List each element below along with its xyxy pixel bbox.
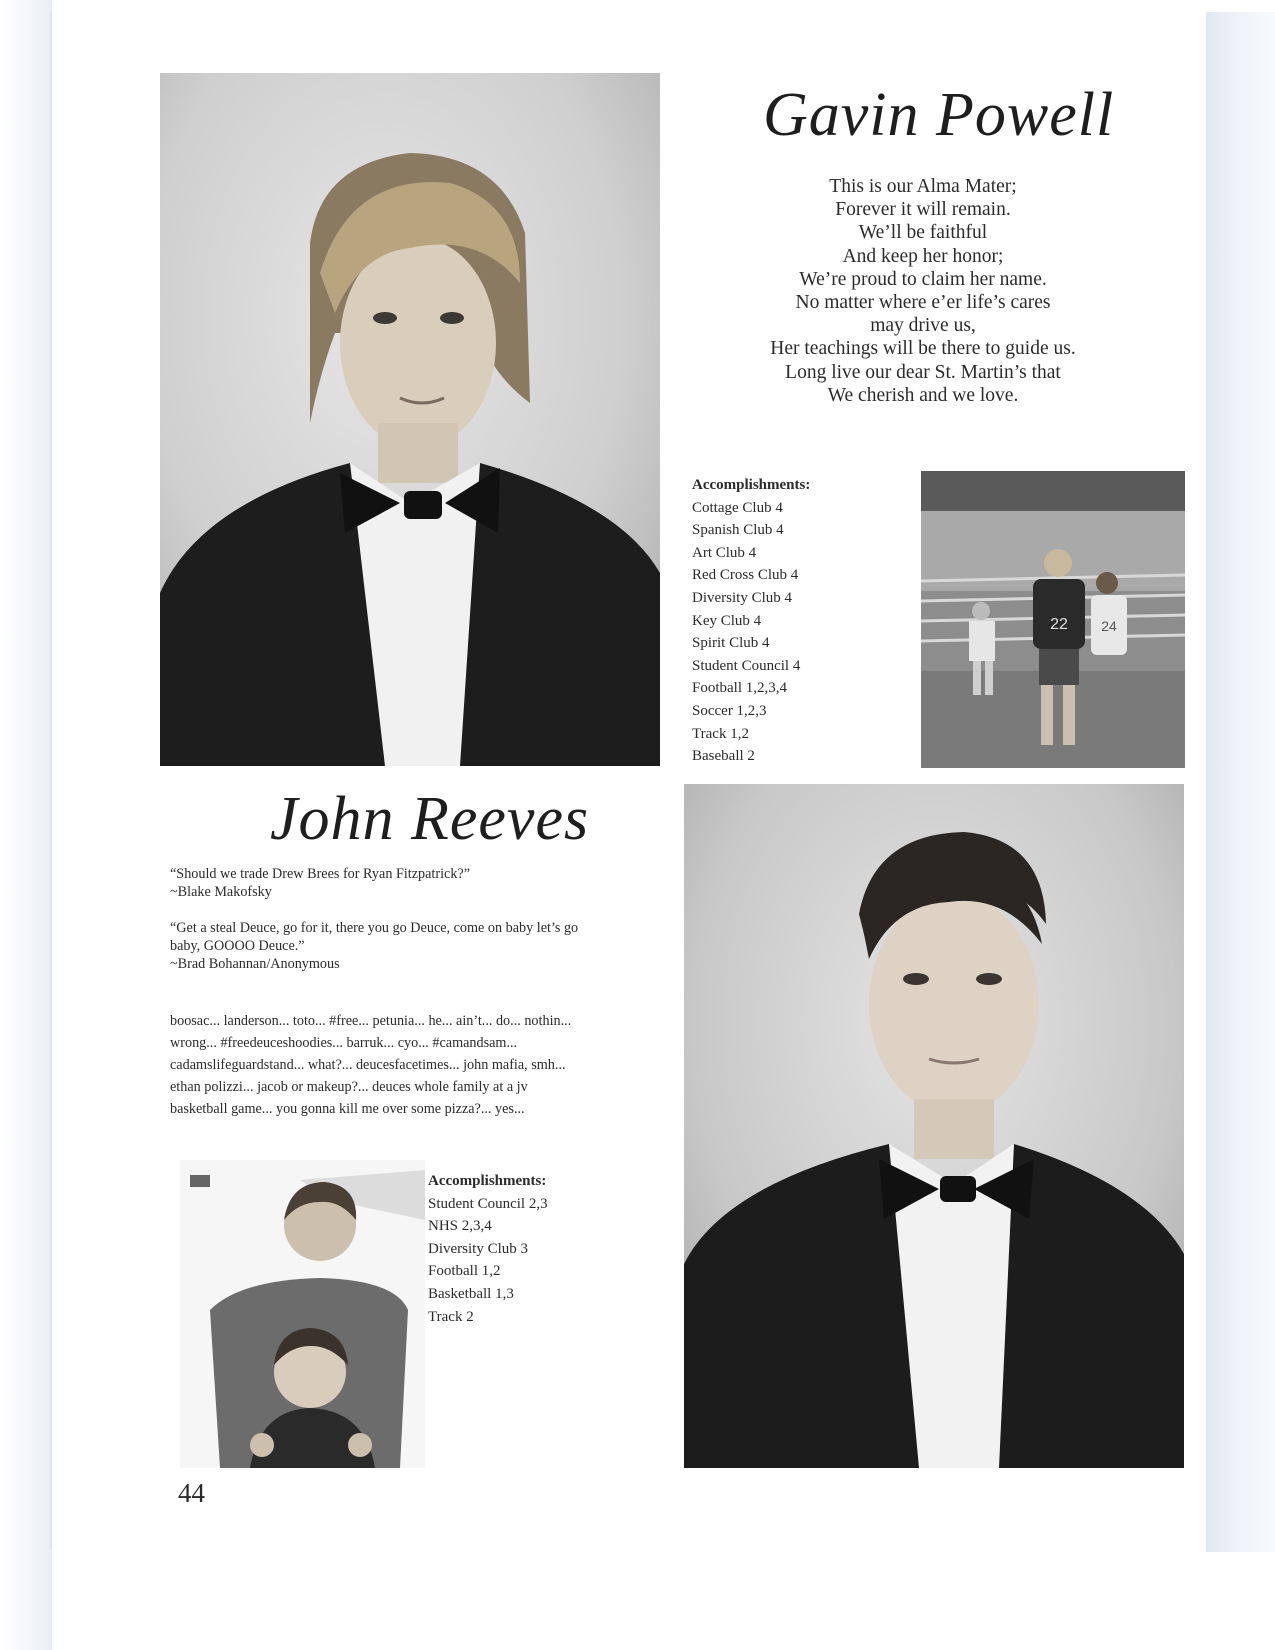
- quote-line: “Get a steal Deuce, go for it, there you go Deuce, come on baby let’s go: [170, 920, 579, 936]
- accomplishment-item: Basketball 1,3: [428, 1285, 514, 1302]
- gavin-alma-mater-poem: [728, 175, 1118, 407]
- accomplishment-item: Spanish Club 4: [692, 522, 784, 539]
- quote-attribution: ~Blake Makofsky: [170, 884, 272, 900]
- scan-edge-line: [50, 12, 52, 1550]
- page-number: 44: [178, 1478, 205, 1508]
- notes-line: wrong... #freedeuceshoodies... barruk... cyo... #camandsam...: [170, 1035, 518, 1051]
- accomplishment-item: Spirit Club 4: [692, 635, 770, 652]
- accomplishment-item: Cottage Club 4: [692, 499, 783, 516]
- john-quote-2: [170, 919, 660, 973]
- poem-line: This is our Alma Mater;: [829, 176, 1017, 197]
- gavin-accomplishments: [692, 474, 810, 768]
- poem-line: Her teachings will be there to guide us.: [770, 338, 1076, 360]
- notes-line: cadamslifeguardstand... what?... deucesfacetimes... john mafia, smh...: [170, 1057, 566, 1073]
- accomplishment-item: Soccer 1,2,3: [692, 702, 767, 719]
- accomplishment-item: Football 1,2: [428, 1263, 501, 1280]
- poem-line: And keep her honor;: [842, 245, 1004, 267]
- notes-line: ethan polizzi... jacob or makeup?... deuces whole family at a jv: [170, 1079, 528, 1095]
- john-accomplishments: [428, 1170, 548, 1328]
- accomplishment-item: Football 1,2,3,4: [692, 680, 788, 697]
- accomplishment-item: Diversity Club 4: [692, 589, 792, 606]
- accomplishment-item: Baseball 2: [692, 748, 755, 765]
- accomplishment-item: Red Cross Club 4: [692, 567, 799, 584]
- gavin-portrait-photo: [160, 73, 660, 766]
- scan-left-margin: [0, 0, 52, 1650]
- accomplishment-item: Student Council 2,3: [428, 1195, 548, 1212]
- jersey-number: 24: [1101, 618, 1117, 634]
- poem-line: No matter where e’er life’s cares: [795, 292, 1051, 314]
- notes-line: basketball game... you gonna kill me over some pizza?... yes...: [170, 1101, 525, 1117]
- john-quote-1: [170, 865, 660, 901]
- football-brothers-photo: [180, 1160, 425, 1468]
- john-notes: [170, 1010, 660, 1120]
- accomplishment-item: Diversity Club 3: [428, 1240, 528, 1257]
- jersey-number: 22: [1050, 616, 1068, 633]
- accomplishment-item: Art Club 4: [692, 544, 757, 561]
- accomplishment-item: Track 2: [428, 1308, 474, 1325]
- accomplishments-heading: Accomplishments:: [428, 1173, 547, 1189]
- scan-right-margin: [1206, 12, 1275, 1552]
- poem-line: Forever it will remain.: [835, 199, 1011, 221]
- quote-line: “Should we trade Drew Brees for Ryan Fitzpatrick?”: [170, 866, 471, 882]
- john-name: John Reeves: [270, 785, 590, 853]
- notes-line: boosac... landerson... toto... #free... petunia... he... ain’t... do... nothin...: [170, 1013, 572, 1029]
- john-portrait-photo: [684, 784, 1184, 1468]
- poem-line: We cherish and we love.: [827, 384, 1019, 406]
- poem-line: may drive us,: [870, 315, 976, 337]
- accomplishments-heading: Accomplishments:: [692, 477, 811, 493]
- quote-line: baby, GOOOO Deuce.”: [170, 938, 305, 954]
- accomplishment-item: Track 1,2: [692, 725, 749, 742]
- accomplishment-item: NHS 2,3,4: [428, 1218, 492, 1235]
- poem-line: We’ll be faithful: [858, 222, 988, 244]
- poem-line: We’re proud to claim her name.: [799, 268, 1047, 290]
- gavin-name: Gavin Powell: [763, 81, 1115, 149]
- soccer-action-photo: [921, 471, 1185, 768]
- poem-line: Long live our dear St. Martin’s that: [785, 361, 1061, 383]
- quote-attribution: ~Brad Bohannan/Anonymous: [170, 956, 340, 972]
- accomplishment-item: Key Club 4: [692, 612, 762, 629]
- accomplishment-item: Student Council 4: [692, 657, 801, 674]
